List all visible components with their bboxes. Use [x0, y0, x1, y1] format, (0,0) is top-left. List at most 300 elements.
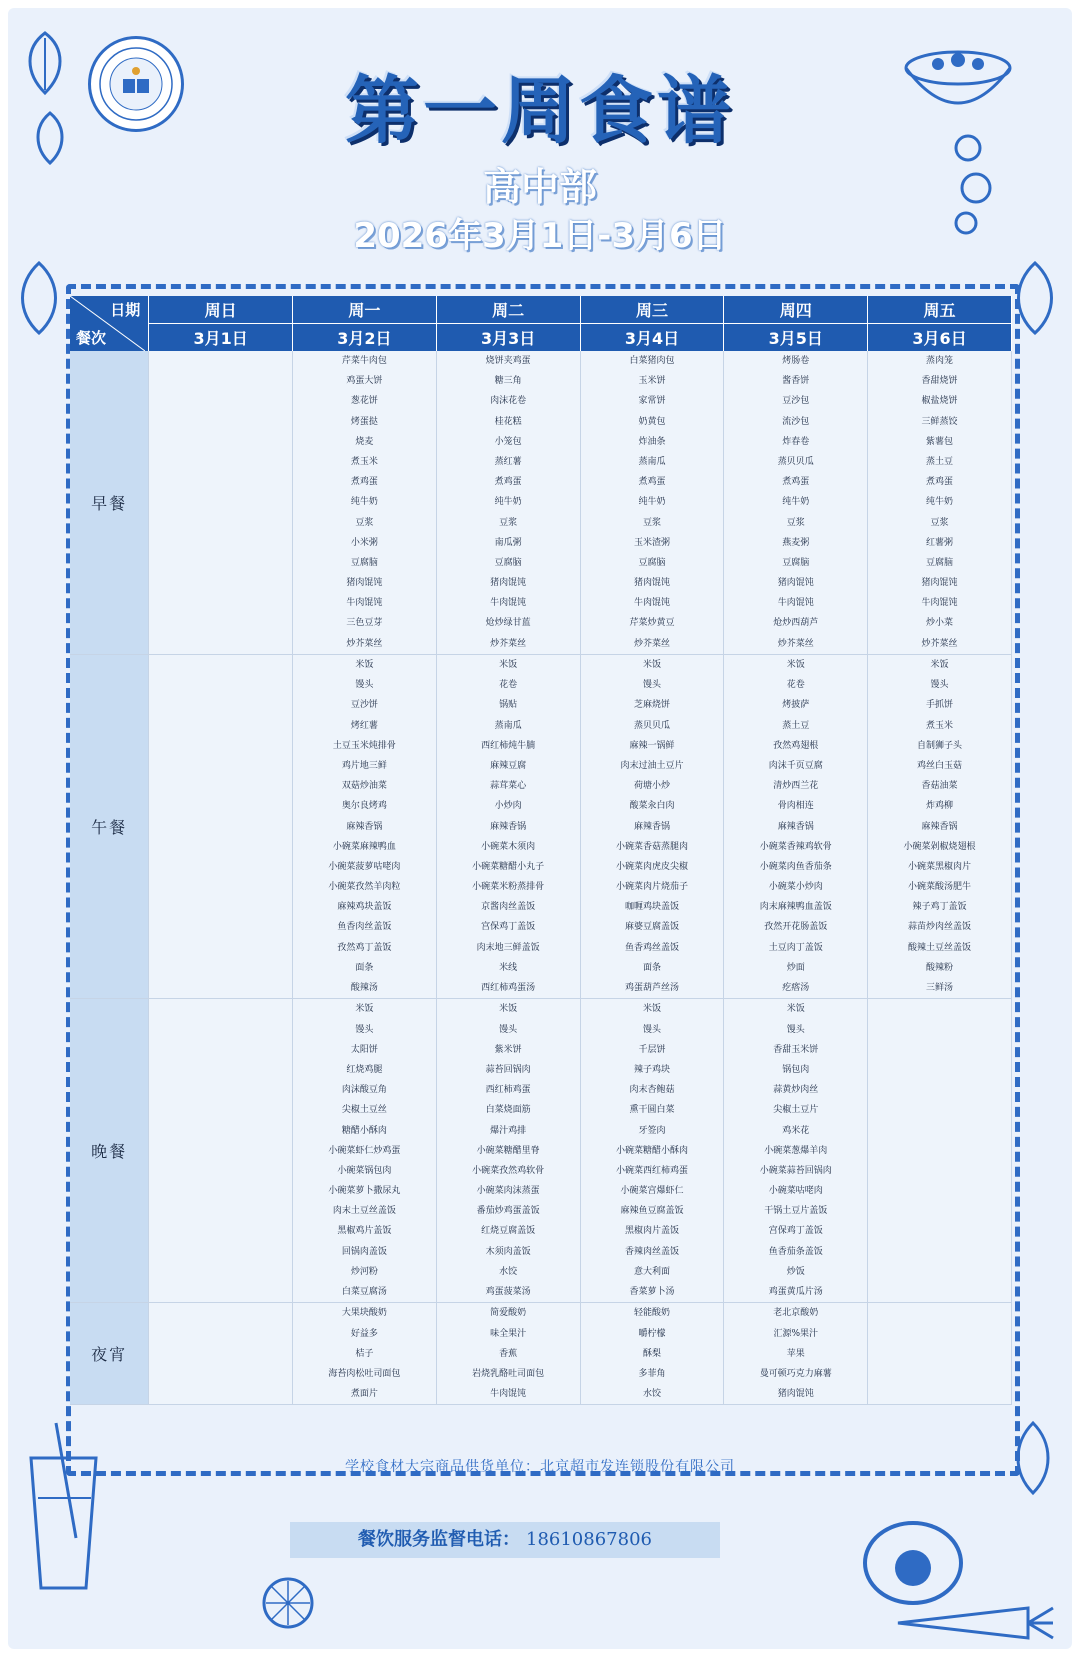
- dish-item: 炒小菜: [926, 618, 954, 629]
- dish-item: 红烧豆腐盖饭: [481, 1226, 536, 1237]
- dish-item: 炒饭: [786, 1266, 805, 1277]
- dish-item: 豆腐脑: [350, 557, 378, 568]
- dish-item: 爆汁鸡排: [490, 1125, 527, 1136]
- dish-item: 肉末土豆丝盖饭: [332, 1206, 396, 1217]
- dish-item: 小碗菜肉片烧茄子: [615, 882, 688, 893]
- dish-item: 烤蛋挞: [350, 416, 378, 427]
- dish-item: 红烧鸡腿: [346, 1064, 383, 1075]
- dish-item: 猪肉馄饨: [777, 1389, 814, 1400]
- dish-item: 酸辣粉: [926, 962, 954, 973]
- dish-item: 孜然鸡丁盖饭: [337, 942, 392, 953]
- dish-item: 豆腐脑: [926, 557, 954, 568]
- dish-item: 白菜烧面筋: [485, 1105, 531, 1116]
- dish-item: 咖喱鸡块盖饭: [624, 902, 679, 913]
- dish-item: 烤肠卷: [782, 356, 810, 366]
- dish-item: 肉末过油土豆片: [620, 760, 684, 771]
- menu-cell: [868, 351, 1012, 655]
- dish-item: 馒头: [355, 680, 374, 691]
- dish-item: 酥梨: [642, 1348, 661, 1359]
- weekday-header: 周五: [868, 296, 1012, 324]
- dish-item: 小笼包: [494, 436, 522, 447]
- dish-item: 豆腐脑: [782, 557, 810, 568]
- dish-item: 猪肉馄饨: [921, 578, 958, 589]
- dish-item: 自制狮子头: [917, 740, 963, 751]
- dish-item: 鸡蛋葫芦丝汤: [624, 983, 679, 993]
- dish-item: 鸡蛋菠菜汤: [485, 1287, 531, 1298]
- dish-item: 苹果: [786, 1348, 805, 1359]
- dish-item: 烤披萨: [782, 700, 810, 711]
- dish-item: 曼可顿巧克力麻薯: [759, 1368, 832, 1379]
- menu-cell: [149, 655, 293, 999]
- dish-item: 海苔肉松吐司面包: [328, 1368, 401, 1379]
- menu-cell: [868, 655, 1012, 999]
- dish-item: 鸡丝白玉菇: [917, 760, 963, 771]
- dish-item: 蒜黄炒肉丝: [773, 1085, 819, 1096]
- dish-item: 纯牛奶: [350, 497, 378, 508]
- dish-item: 炒芥菜丝: [346, 638, 383, 649]
- dish-item: 炒芥菜丝: [777, 638, 814, 649]
- dish-item: 汇源%果汁: [773, 1328, 819, 1339]
- dish-item: 小碗菜米粉蒸排骨: [472, 882, 545, 893]
- dish-item: 猪肉馄饨: [777, 578, 814, 589]
- dish-item: 面条: [355, 962, 374, 973]
- dish-item: 烧麦: [355, 436, 374, 447]
- dish-item: 煮鸡蛋: [926, 477, 954, 488]
- dish-item: 炒河粉: [350, 1266, 378, 1277]
- date-header: 3月2日: [293, 324, 437, 352]
- menu-cell: [436, 1303, 580, 1405]
- dish-item: 香菇油菜: [921, 781, 958, 792]
- dish-item: 流沙包: [782, 416, 810, 427]
- leaf-icon: [30, 108, 70, 168]
- dish-item: 糖三角: [494, 376, 522, 387]
- dish-item: 西红柿炖牛腩: [481, 740, 536, 751]
- hotline-banner: [290, 1522, 720, 1558]
- dish-item: 煮鸡蛋: [494, 477, 522, 488]
- dish-item: 桔子: [355, 1348, 374, 1359]
- page-subtitle: 高中部: [482, 165, 597, 209]
- dish-item: 糖醋小酥肉: [341, 1125, 387, 1136]
- dish-item: 蒸南瓜: [638, 456, 666, 467]
- menu-cell: [580, 655, 724, 999]
- dish-item: 炒芥菜丝: [921, 638, 958, 649]
- menu-cell: [149, 999, 293, 1303]
- dish-item: 锅包肉: [782, 1064, 810, 1075]
- dish-item: 西红柿鸡蛋: [485, 1085, 531, 1096]
- dish-item: 多菲角: [638, 1368, 666, 1379]
- dish-item: 豆浆: [930, 517, 949, 528]
- dish-item: 肉末麻辣鸭血盖饭: [759, 902, 832, 913]
- dish-item: 椒盐烧饼: [921, 396, 958, 407]
- date-header: 3月5日: [724, 324, 868, 352]
- dish-item: 牛肉馄饨: [490, 598, 527, 609]
- dish-item: 小碗菜孜然鸡软骨: [472, 1165, 545, 1176]
- dish-item: 鱼香鸡丝盖饭: [624, 942, 679, 953]
- dish-item: 老北京酸奶: [773, 1308, 819, 1319]
- dish-item: 尖椒土豆丝: [341, 1105, 387, 1116]
- dish-item: 辣子鸡丁盖饭: [912, 902, 967, 913]
- menu-cell: [436, 999, 580, 1303]
- menu-cell: [149, 1303, 293, 1405]
- dish-item: 馒头: [642, 1024, 661, 1035]
- blueberry-icon: [948, 128, 998, 238]
- dish-item: 豆沙饼: [350, 700, 378, 711]
- dish-item: 鸡蛋大饼: [346, 376, 383, 387]
- dish-item: 番茄炒鸡蛋盖饭: [476, 1206, 540, 1217]
- dish-item: 太阳饼: [350, 1044, 378, 1055]
- dish-item: 三色豆芽: [346, 618, 383, 629]
- dish-item: 花卷: [499, 680, 518, 691]
- header-row-weekday: [70, 296, 1012, 324]
- meal-label: 午餐: [70, 655, 149, 999]
- dish-item: 猪肉馄饨: [633, 578, 670, 589]
- menu-cell: [580, 1303, 724, 1405]
- dish-item: 豆浆: [355, 517, 374, 528]
- dish-item: 清炒西兰花: [773, 781, 819, 792]
- dish-item: 简爱酸奶: [490, 1308, 527, 1319]
- dish-item: 纯牛奶: [926, 497, 954, 508]
- meal-row: [70, 655, 1012, 999]
- dish-item: 花卷: [786, 680, 805, 691]
- dish-item: 小碗菜孜然羊肉粒: [328, 882, 401, 893]
- dish-item: 芹菜牛肉包: [341, 356, 387, 366]
- meal-row: [70, 351, 1012, 655]
- dish-item: 小碗菜锅包肉: [337, 1165, 392, 1176]
- dish-item: 宫保鸡丁盖饭: [481, 922, 536, 933]
- dish-item: 馒头: [930, 680, 949, 691]
- dish-item: 纯牛奶: [638, 497, 666, 508]
- dish-item: 回锅肉盖饭: [341, 1246, 387, 1257]
- dish-item: 燕麦粥: [782, 537, 810, 548]
- dish-item: 小碗菜黑椒肉片: [908, 861, 972, 872]
- weekday-header: 周三: [580, 296, 724, 324]
- dish-item: 好益多: [350, 1328, 378, 1339]
- dish-item: 宫保鸡丁盖饭: [768, 1226, 823, 1237]
- dish-item: 手抓饼: [926, 700, 954, 711]
- dish-item: 鸡蛋黄瓜片汤: [768, 1287, 823, 1298]
- dish-item: 小碗菜剁椒烧翅根: [903, 841, 976, 852]
- menu-cell: [868, 999, 1012, 1303]
- dish-item: 麻辣香锅: [346, 821, 383, 832]
- dish-item: 蒸贝贝瓜: [777, 456, 814, 467]
- dish-item: 蒜苗炒肉丝盖饭: [908, 922, 972, 933]
- dish-item: 肉末杏鲍菇: [629, 1085, 675, 1096]
- dish-item: 酸辣土豆丝盖饭: [908, 942, 972, 953]
- dish-item: 香甜烧饼: [921, 376, 958, 387]
- dish-item: 芹菜炒黄豆: [629, 618, 675, 629]
- dish-item: 豆浆: [499, 517, 518, 528]
- dish-item: 烤红薯: [350, 720, 378, 731]
- hotline-label: 餐饮服务监督电话：: [358, 1529, 520, 1550]
- dish-item: 炸鸡柳: [926, 801, 954, 812]
- dish-item: 鱼香肉丝盖饭: [337, 922, 392, 933]
- dish-item: 面条: [642, 962, 661, 973]
- dish-item: 香辣肉丝盖饭: [624, 1246, 679, 1257]
- dish-item: 肉末地三鲜盖饭: [476, 942, 540, 953]
- dish-item: 小碗菜木须肉: [481, 841, 536, 852]
- dish-item: 白菜猪肉包: [629, 356, 675, 366]
- menu-cell: [293, 655, 437, 999]
- dish-item: 干锅土豆片盖饭: [764, 1206, 828, 1217]
- dish-item: 骨肉相连: [777, 801, 814, 812]
- dish-item: 米饭: [355, 1004, 374, 1015]
- dish-item: 肉沫酸豆角: [341, 1085, 387, 1096]
- dish-item: 酱香饼: [782, 376, 810, 387]
- dish-item: 猪肉馄饨: [490, 578, 527, 589]
- dish-item: 炸油条: [638, 436, 666, 447]
- dish-item: 米饭: [499, 1004, 518, 1015]
- dish-item: 米饭: [786, 1004, 805, 1015]
- dish-item: 小碗菜宫爆虾仁: [620, 1186, 684, 1197]
- dish-item: 小碗菜葱爆羊肉: [764, 1145, 828, 1156]
- dish-item: 小碗菜肉沫蒸蛋: [476, 1186, 540, 1197]
- dish-item: 蒸肉笼: [926, 356, 954, 366]
- dish-item: 意大利面: [633, 1266, 670, 1277]
- dish-item: 豆浆: [642, 517, 661, 528]
- dish-item: 猪肉馄饨: [346, 578, 383, 589]
- corner-cell: [70, 296, 149, 351]
- dish-item: 豆腐脑: [638, 557, 666, 568]
- weekday-header: 周日: [149, 296, 293, 324]
- dish-item: 小碗菜菠萝咕咾肉: [328, 861, 401, 872]
- date-header: 3月6日: [868, 324, 1012, 352]
- menu-cell: [724, 351, 868, 655]
- menu-cell: [293, 1303, 437, 1405]
- dish-item: 炝炒西葫芦: [773, 618, 819, 629]
- menu-cell: [724, 655, 868, 999]
- menu-cell: [149, 351, 293, 655]
- dish-item: 炒面: [786, 962, 805, 973]
- dish-item: 煮面片: [350, 1389, 378, 1400]
- dish-item: 米饭: [642, 660, 661, 670]
- dish-item: 煮玉米: [926, 720, 954, 731]
- dish-item: 牛肉馄饨: [921, 598, 958, 609]
- leaf-icon: [12, 258, 67, 338]
- menu-cell: [724, 1303, 868, 1405]
- dish-item: 荷塘小炒: [633, 781, 670, 792]
- dish-item: 熏干圆白菜: [629, 1105, 675, 1116]
- dish-item: 南瓜粥: [494, 537, 522, 548]
- dish-item: 米饭: [499, 660, 518, 670]
- dish-item: 米饭: [786, 660, 805, 670]
- dish-item: 玉米渣粥: [633, 537, 670, 548]
- dish-item: 岩烧乳酪吐司面包: [472, 1368, 545, 1379]
- dish-item: 紫薯包: [926, 436, 954, 447]
- dish-item: 小碗菜虾仁炒鸡蛋: [328, 1145, 401, 1156]
- dish-item: 麻辣鸡块盖饭: [337, 902, 392, 913]
- dish-item: 小碗菜肉鱼香茄条: [759, 861, 832, 872]
- dish-item: 蒸土豆: [926, 456, 954, 467]
- dish-item: 鱼香茄条盖饭: [768, 1246, 823, 1257]
- date-header: 3月3日: [436, 324, 580, 352]
- bowl-icon: [898, 28, 1018, 128]
- dish-item: 小碗菜糖醋小酥肉: [615, 1145, 688, 1156]
- dish-item: 香甜玉米饼: [773, 1044, 819, 1055]
- lemon-icon: [258, 1573, 318, 1633]
- dish-item: 煮鸡蛋: [638, 477, 666, 488]
- dish-item: 尖椒土豆片: [773, 1105, 819, 1116]
- dish-item: 小碗菜香辣鸡软骨: [759, 841, 832, 852]
- date-header: 3月1日: [149, 324, 293, 352]
- dish-item: 酸辣汤: [350, 983, 378, 993]
- dish-item: 黑椒鸡片盖饭: [337, 1226, 392, 1237]
- dish-item: 豆浆: [786, 517, 805, 528]
- dish-item: 小碗菜糖醋小丸子: [472, 861, 545, 872]
- dish-item: 奶黄包: [638, 416, 666, 427]
- dish-item: 酸菜汆白肉: [629, 801, 675, 812]
- dish-item: 芝麻烧饼: [633, 700, 670, 711]
- dish-item: 煮玉米: [350, 456, 378, 467]
- dish-item: 麻辣香锅: [490, 821, 527, 832]
- dish-item: 小碗菜咕咾肉: [768, 1186, 823, 1197]
- dish-item: 米饭: [642, 1004, 661, 1015]
- weekday-header: 周一: [293, 296, 437, 324]
- dish-item: 馒头: [642, 680, 661, 691]
- dish-item: 蒸土豆: [782, 720, 810, 731]
- dish-item: 牛肉馄饨: [490, 1389, 527, 1400]
- dish-item: 牙签肉: [638, 1125, 666, 1136]
- dish-item: 木须肉盖饭: [485, 1246, 531, 1257]
- dish-item: 大果块酸奶: [341, 1308, 387, 1319]
- dish-item: 米线: [499, 962, 518, 973]
- dish-item: 玉米饼: [638, 376, 666, 387]
- dish-item: 葱花饼: [350, 396, 378, 407]
- dish-item: 豆腐脑: [494, 557, 522, 568]
- supplier-note: 学校食材大宗商品供货单位：北京超市发连锁股份有限公司: [345, 1459, 735, 1475]
- dish-item: 麻辣鱼豆腐盖饭: [620, 1206, 684, 1217]
- dish-item: 蒜茸菜心: [490, 781, 527, 792]
- meal-row: [70, 1303, 1012, 1405]
- dish-item: 小碗菜肉虎皮尖椒: [615, 861, 688, 872]
- menu-cell: [724, 999, 868, 1303]
- dish-item: 红薯粥: [926, 537, 954, 548]
- dish-item: 锅贴: [499, 700, 518, 711]
- menu-cell: [293, 351, 437, 655]
- dish-item: 米饭: [355, 660, 374, 670]
- leaf-icon: [20, 28, 70, 98]
- dish-item: 麻婆豆腐盖饭: [624, 922, 679, 933]
- dish-item: 麻辣香锅: [633, 821, 670, 832]
- dish-item: 小炒肉: [494, 801, 522, 812]
- corner-meal-label: 餐次: [76, 329, 107, 347]
- dish-item: 煮鸡蛋: [782, 477, 810, 488]
- dish-item: 纯牛奶: [494, 497, 522, 508]
- dish-item: 牛肉馄饨: [346, 598, 383, 609]
- dish-item: 小碗菜萝卜撒尿丸: [328, 1186, 401, 1197]
- meal-label: 早餐: [70, 351, 149, 655]
- dish-item: 馒头: [786, 1024, 805, 1035]
- dish-item: 牛肉馄饨: [633, 598, 670, 609]
- date-range: 2026年3月1日-3月6日: [353, 216, 727, 256]
- carrot-icon: [888, 1598, 1058, 1648]
- dish-item: 白菜豆腐汤: [341, 1287, 387, 1298]
- dish-item: 土豆玉米炖排骨: [332, 740, 396, 751]
- dish-item: 纯牛奶: [782, 497, 810, 508]
- menu-cell: [436, 655, 580, 999]
- dish-item: 肉沫千页豆腐: [768, 760, 823, 771]
- dish-item: 紫米饼: [494, 1044, 522, 1055]
- dish-item: 小碗菜糖醋里脊: [476, 1145, 540, 1156]
- menu-cell: [293, 999, 437, 1303]
- dish-item: 桂花糕: [494, 416, 522, 427]
- dish-item: 牛肉馄饨: [777, 598, 814, 609]
- page-title: 第一周食谱: [345, 68, 735, 154]
- dish-item: 馒头: [355, 1024, 374, 1035]
- menu-cell: [580, 999, 724, 1303]
- hotline-number: 18610867806: [526, 1529, 652, 1550]
- dish-item: 炸春卷: [782, 436, 810, 447]
- meal-label: 夜宵: [70, 1303, 149, 1405]
- dish-item: 京酱肉丝盖饭: [481, 902, 536, 913]
- dish-item: 香菜萝卜汤: [629, 1287, 675, 1298]
- dish-item: 肉沫花卷: [490, 396, 527, 407]
- header-row-date: [70, 324, 1012, 352]
- dish-item: 麻辣豆腐: [490, 760, 527, 771]
- dish-item: 蒜苔回锅肉: [485, 1064, 531, 1075]
- menu-cell: [580, 351, 724, 655]
- menu-table: [70, 296, 1012, 1405]
- dish-item: 奥尔良烤鸡: [341, 801, 387, 812]
- dish-item: 小碗菜香菇蒸腿肉: [615, 841, 688, 852]
- dish-item: 三鲜蒸饺: [921, 416, 958, 427]
- dish-item: 水饺: [642, 1389, 661, 1400]
- dish-item: 米饭: [930, 660, 949, 670]
- dish-item: 煮鸡蛋: [350, 477, 378, 488]
- dish-item: 疙瘩汤: [782, 983, 810, 993]
- dish-item: 西红柿鸡蛋汤: [481, 983, 536, 993]
- dish-item: 鸡片地三鲜: [341, 760, 387, 771]
- meal-label: 晚餐: [70, 999, 149, 1303]
- dish-item: 馒头: [499, 1024, 518, 1035]
- dish-item: 蒸红薯: [494, 456, 522, 467]
- dish-item: 小碗菜麻辣鸭血: [332, 841, 396, 852]
- dish-item: 烧饼夹鸡蛋: [485, 356, 531, 366]
- dish-item: 千层饼: [638, 1044, 666, 1055]
- dish-item: 小米粥: [350, 537, 378, 548]
- corner-date-label: 日期: [110, 301, 141, 319]
- dish-item: 孜然鸡翅根: [773, 740, 819, 751]
- dish-item: 麻辣香锅: [921, 821, 958, 832]
- date-header: 3月4日: [580, 324, 724, 352]
- dish-item: 辣子鸡块: [633, 1064, 670, 1075]
- weekday-header: 周二: [436, 296, 580, 324]
- dish-item: 家常饼: [638, 396, 666, 407]
- dish-item: 嚼柠檬: [638, 1328, 666, 1339]
- dish-item: 土豆肉丁盖饭: [768, 942, 823, 953]
- meal-row: [70, 999, 1012, 1303]
- dish-item: 蒸南瓜: [494, 720, 522, 731]
- dish-item: 豆沙包: [782, 396, 810, 407]
- dish-item: 炒芥菜丝: [490, 638, 527, 649]
- dish-item: 小碗菜酸汤肥牛: [908, 882, 972, 893]
- dish-item: 三鲜汤: [926, 983, 954, 993]
- dish-item: 麻辣香锅: [777, 821, 814, 832]
- dish-item: 小碗菜蒜苔回锅肉: [759, 1165, 832, 1176]
- dish-item: 轻能酸奶: [633, 1308, 670, 1319]
- dish-item: 蒸贝贝瓜: [633, 720, 670, 731]
- dish-item: 炒芥菜丝: [633, 638, 670, 649]
- weekday-header: 周四: [724, 296, 868, 324]
- dish-item: 小碗菜西红柿鸡蛋: [615, 1165, 688, 1176]
- dish-item: 炝炒绿甘蓝: [485, 618, 531, 629]
- dish-item: 孜然开花肠盖饭: [764, 922, 828, 933]
- dish-item: 味全果汁: [490, 1328, 527, 1339]
- menu-cell: [868, 1303, 1012, 1405]
- dish-item: 水饺: [499, 1266, 518, 1277]
- dish-item: 鸡米花: [782, 1125, 810, 1136]
- dish-item: 香蕉: [499, 1348, 518, 1359]
- dish-item: 双菇炒油菜: [341, 781, 387, 792]
